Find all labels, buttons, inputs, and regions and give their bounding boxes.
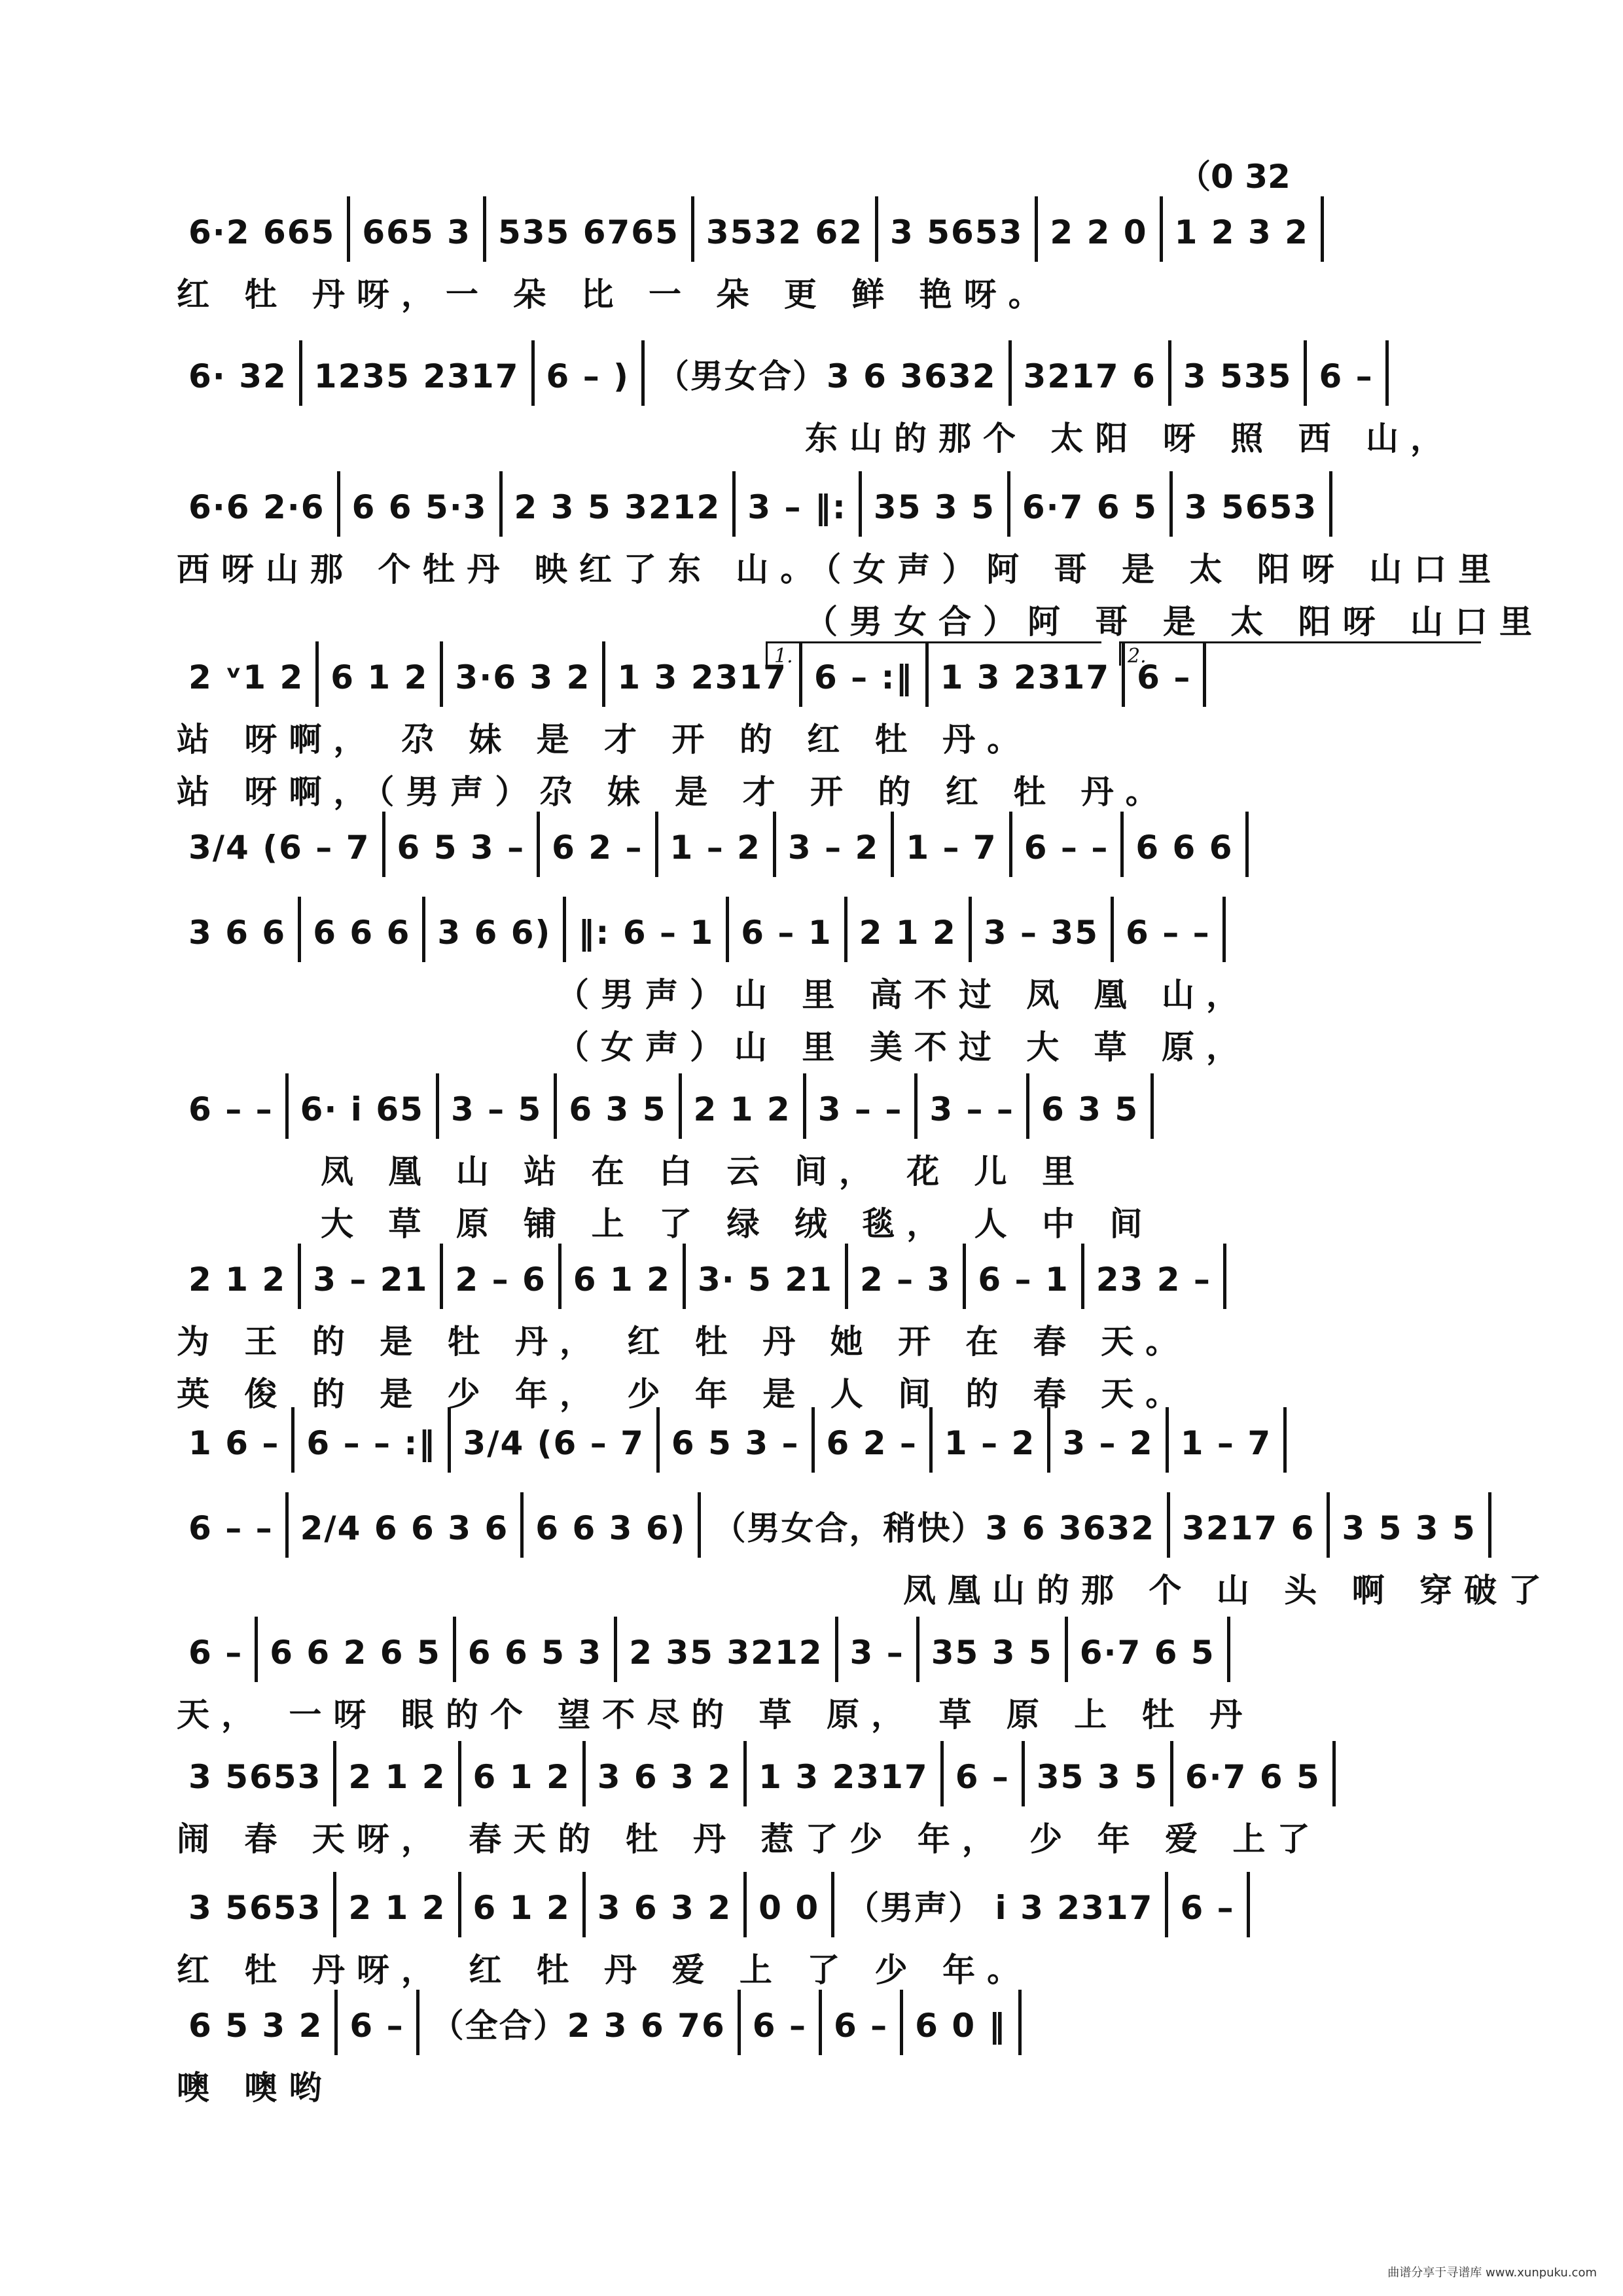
measure: 535 6765 [486, 196, 694, 262]
system-10 [177, 1492, 1554, 1617]
measure: 3 6 6) [425, 897, 566, 962]
measure: 6 – – [1114, 897, 1226, 962]
measure: 6 – [1125, 641, 1206, 707]
system-1 [177, 196, 1479, 321]
measure: 6 – [1307, 340, 1388, 406]
measure: 6 – 1 [729, 897, 847, 962]
melody-line [177, 1741, 1479, 1813]
system-12 [177, 1741, 1479, 1865]
measure: 6 – ) [535, 340, 645, 406]
measure: 2 3 5 3212 [503, 471, 736, 537]
melody-line [177, 196, 1479, 268]
measure: 6 – – [177, 1073, 289, 1139]
measure: 3 5653 [177, 1741, 336, 1806]
system-4 [177, 641, 1479, 818]
system-5 [177, 812, 1479, 884]
lyric-line: 凤凰山的那 个 山 头 啊 穿破了 [903, 1571, 1554, 1609]
lyric-line: 英 俊 的 是 少 年， 少 年 是 人 间 的 春 天。 [177, 1374, 1190, 1413]
lyric-line: 站 呀啊， 尕 妹 是 才 开 的 红 牡 丹。 [177, 720, 1032, 759]
measure: 6·7 6 5 [1173, 1741, 1336, 1806]
lyric-line: 红 牡 丹呀， 红 牡 丹 爱 上 了 少 年。 [177, 1950, 1032, 1989]
measure: 2 1 2 [177, 1244, 301, 1309]
measure: 3217 6 [1170, 1492, 1330, 1558]
measure: （男女合，稍快）3 6 3632 [701, 1492, 1170, 1558]
measure: 6· 32 [177, 340, 302, 406]
measure: 3·6 3 2 [443, 641, 605, 707]
measure: 3· 5 21 [686, 1244, 848, 1309]
lyric-line: 凤 凰 山 站 在 白 云 间， 花 儿 里 [321, 1152, 1087, 1191]
measure: 1 3 2317 [747, 1741, 944, 1806]
measure: 6 1 2 [562, 1244, 686, 1309]
measure: 3 – 2 [776, 812, 894, 877]
measure: 3 5653 [1173, 471, 1332, 537]
measure: 6 5 3 2 [177, 1990, 338, 2055]
measure: 2 – 6 [443, 1244, 561, 1309]
melody-line [177, 1617, 1479, 1689]
pickup-notes: （0 32 [1178, 158, 1291, 196]
measure: 2 – 3 [848, 1244, 966, 1309]
measure: 3532 62 [694, 196, 878, 262]
measure: （全合）2 3 6 76 [419, 1990, 741, 2055]
measure: 1 – 2 [658, 812, 776, 877]
measure: 3 5653 [878, 196, 1038, 262]
measure: 6 – [822, 1990, 903, 2055]
measure: 6·7 6 5 [1068, 1617, 1230, 1682]
measure: 6·7 6 5 [1010, 471, 1173, 537]
lyric-line: 大 草 原 铺 上 了 绿 绒 毯， 人 中 间 [321, 1204, 1154, 1243]
system-7 [177, 1073, 1479, 1250]
measure: 6 6 6 [301, 897, 425, 962]
measure: 665 3 [350, 196, 486, 262]
melody-line [177, 1990, 1479, 2062]
measure: 6·2 665 [177, 196, 350, 262]
measure: 1 3 2317 [605, 641, 802, 707]
melody-line [177, 1872, 1479, 1944]
measure: 3 – 21 [301, 1244, 443, 1309]
system-14 [177, 1990, 1479, 2114]
measure: 3 – [838, 1617, 919, 1682]
measure: 3 5653 [177, 1872, 336, 1937]
melody-line [177, 1073, 1479, 1145]
measure: 6 – :‖ [802, 641, 929, 707]
lyric-line: （女声）山 里 美不过 大 草 原， [556, 1028, 1251, 1066]
system-9 [177, 1407, 1479, 1479]
measure: 6 0 ‖ [903, 1990, 1021, 2055]
melody-line [177, 897, 1479, 969]
measure: 2 1 2 [336, 1741, 461, 1806]
measure: 2 ᵛ1 2 [177, 641, 319, 707]
melody-line [177, 340, 1479, 412]
measure: 6· i 65 [289, 1073, 439, 1139]
measure: 35 3 5 [1025, 1741, 1173, 1806]
measure: 6 2 – [540, 812, 658, 877]
measure: 1235 2317 [302, 340, 535, 406]
measure: 23 2 – [1084, 1244, 1226, 1309]
measure: 3 6 3 2 [586, 1741, 747, 1806]
lyric-line: 站 呀啊，（男声）尕 妹 是 才 开 的 红 牡 丹。 [177, 772, 1170, 811]
system-13 [177, 1872, 1479, 1996]
lyric-line: 闹 春 天呀， 春天的 牡 丹 惹了少 年， 少 年 爱 上了 [177, 1820, 1322, 1858]
measure: 6 1 2 [319, 641, 443, 707]
measure: 2 1 2 [336, 1872, 461, 1937]
measure: （男女合）3 6 3632 [645, 340, 1012, 406]
measure: 3 – – [918, 1073, 1029, 1139]
measure: 3 5 3 5 [1330, 1492, 1491, 1558]
measure: 6 6 3 6) [524, 1492, 701, 1558]
measure: 6 6 5·3 [340, 471, 503, 537]
lyric-line: 东山的那个 太阳 呀 照 西 山， [805, 419, 1455, 457]
volta-bracket-2: 2. [1119, 641, 1481, 666]
measure: 6 – – [177, 1492, 289, 1558]
measure: 3 535 [1171, 340, 1308, 406]
volta-bracket-1: 1. [766, 641, 1101, 666]
measure: 3 – – [806, 1073, 918, 1139]
lyric-line: 红 牡 丹呀，一 朵 比 一 朵 更 鲜 艳呀。 [177, 275, 1053, 314]
lyric-line: 天， 一呀 眼的个 望不尽的 草 原， 草 原 上 牡 丹 [177, 1695, 1255, 1734]
measure: 2/4 6 6 3 6 [289, 1492, 524, 1558]
measure: 1 – 7 [894, 812, 1012, 877]
measure: 6 – [338, 1990, 419, 2055]
measure: 6 – [944, 1741, 1025, 1806]
measure: 35 3 5 [919, 1617, 1068, 1682]
measure: 3 – 5 [439, 1073, 557, 1139]
measure: 1 2 3 2 [1163, 196, 1324, 262]
measure: 6 5 3 – [660, 1407, 815, 1473]
lyric-line: 噢 噢哟 [177, 2068, 334, 2107]
melody-line [177, 812, 1479, 884]
measure: 2 2 0 [1038, 196, 1162, 262]
measure: 3217 6 [1012, 340, 1171, 406]
measure: 3 6 3 2 [586, 1872, 747, 1937]
melody-line [177, 1407, 1479, 1479]
measure: 6 2 – [815, 1407, 933, 1473]
measure: 6·6 2·6 [177, 471, 340, 537]
measure: 3 – ‖: [736, 471, 862, 537]
system-11 [177, 1617, 1479, 1741]
measure: 6 – [1168, 1872, 1249, 1937]
measure: 6 – – [1012, 812, 1124, 877]
measure: 1 – 2 [933, 1407, 1050, 1473]
lyric-line: （男声）山 里 高不过 凤 凰 山， [556, 975, 1251, 1014]
measure: 0 0 [747, 1872, 834, 1937]
system-3 [177, 471, 1544, 648]
melody-line [177, 471, 1479, 543]
lyric-line: 西呀山那 个牡丹 映红了东 山。（女声）阿 哥 是 太 阳呀 山口里 [177, 550, 1503, 588]
measure: 1 3 2317 [929, 641, 1126, 707]
measure: （男声） i 3 2317 [834, 1872, 1168, 1937]
measure: 1 – 7 [1169, 1407, 1287, 1473]
melody-line [177, 1244, 1479, 1316]
measure: 6 – [741, 1990, 822, 2055]
system-2 [177, 340, 1479, 465]
measure: 2 1 2 [847, 897, 972, 962]
melody-line [177, 1492, 1479, 1564]
measure: 2 1 2 [682, 1073, 806, 1139]
measure: 6 6 6 [1124, 812, 1248, 877]
melody-line [177, 641, 1479, 713]
lyric-line: （男女合）阿 哥 是 太 阳呀 山口里 [805, 602, 1544, 641]
measure: 6 – 1 [966, 1244, 1084, 1309]
system-6 [177, 897, 1479, 1073]
measure: 6 3 5 [557, 1073, 681, 1139]
footer-watermark: 曲谱分享于寻谱库 www.xunpuku.com [1387, 2266, 1597, 2280]
measure: 6 5 3 – [385, 812, 541, 877]
measure: 6 1 2 [461, 1872, 586, 1937]
measure: 6 – [177, 1617, 258, 1682]
measure: 3 – 35 [972, 897, 1114, 962]
measure: 3/4 (6 – 7 [451, 1407, 660, 1473]
measure: 6 – – :‖ [294, 1407, 451, 1473]
measure: ‖: 6 – 1 [566, 897, 729, 962]
lyric-line: 为 王 的 是 牡 丹， 红 牡 丹 她 开 在 春 天。 [177, 1322, 1190, 1361]
measure: 3 6 6 [177, 897, 301, 962]
measure: 3/4 (6 – 7 [177, 812, 385, 877]
measure: 6 1 2 [461, 1741, 586, 1806]
measure: 6 6 5 3 [456, 1617, 617, 1682]
system-8 [177, 1244, 1479, 1420]
measure: 3 – 2 [1050, 1407, 1168, 1473]
measure: 1 6 – [177, 1407, 294, 1473]
measure: 6 3 5 [1029, 1073, 1154, 1139]
measure: 35 3 5 [862, 471, 1010, 537]
measure: 6 6 2 6 5 [258, 1617, 456, 1682]
measure: 2 35 3212 [617, 1617, 838, 1682]
